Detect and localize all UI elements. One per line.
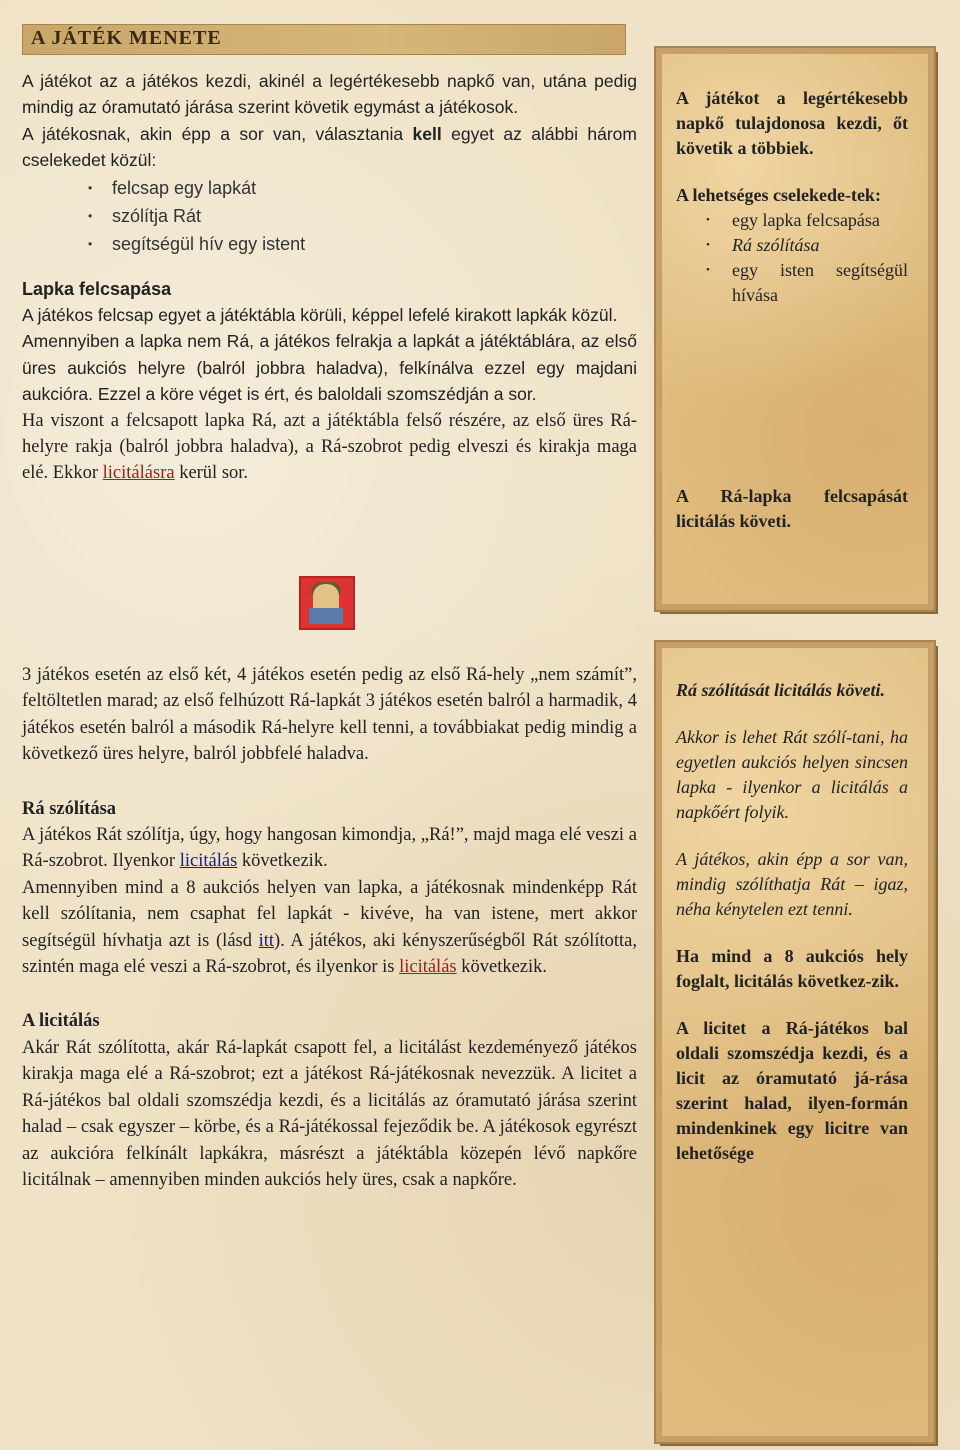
- paragraph-players: 3 játékos esetén az első két, 4 játékos esetén pedig az első Rá-hely „nem számít”, feltöltetlen marad; az első felhúzott Rá-lapkát 3 játékos esetén balról a harmadik, 4 játékos esetén balról a második Rá-helyre kell tenni, a továbbiakat pedig mindig a következő üres helyre, balról jobbfelé haladva.: [22, 665, 637, 765]
- sidebar-summary-2: [656, 642, 934, 1442]
- list-item: • Rá szólítása: [676, 233, 908, 258]
- pharaoh-avatar-icon[interactable]: [299, 576, 355, 630]
- list-item: • felcsap egy lapkát: [22, 174, 637, 202]
- action-list: [22, 174, 637, 258]
- heading-lapka: Lapka felcsapása: [22, 278, 172, 299]
- paragraph-lapka-2: Amennyiben a lapka nem Rá, a játékos felrakja a lapkát a játéktáblára, az első üres aukciós helyre (balról jobbra haladva), felkínálva ezzel egy majdani aukcióra. Ezzel a köre véget is ért, és baloldali szomszédján a sor.: [22, 331, 637, 405]
- link-itt[interactable]: itt: [258, 930, 275, 951]
- main-text-section-2: [22, 662, 637, 1193]
- list-item: • segítségül hív egy istent: [22, 230, 637, 258]
- list-item: • egy lapka felcsapása: [676, 208, 908, 233]
- sidebar-text: Akkor is lehet Rát szólí-tani, ha egyetlen aukciós helyen sincsen lapka - ilyenkor a licitálás a napkőért folyik.: [676, 727, 908, 822]
- sidebar-text: A Rá-lapka felcsapását licitálás követi.: [676, 486, 908, 531]
- paragraph-choice: A játékosnak, akin épp a sor van, választania kell egyet az alábbi három cselekedet közül:: [22, 123, 637, 171]
- paragraph-lapka-3: Ha viszont a felcsapott lapka Rá, azt a játéktábla felső részére, az első üres Rá-helyre rakja (balról jobbra haladva), a Rá-szobrot pedig elveszi és kirakja maga elé. Ekkor licitálásra kerül sor.: [22, 410, 637, 484]
- link-licitalas[interactable]: licitálás: [179, 851, 238, 872]
- section-title-bar: [22, 24, 626, 55]
- section-title: A JÁTÉK MENETE: [31, 27, 222, 49]
- sidebar-text: Rá szólítását licitálás követi.: [676, 680, 886, 700]
- paragraph-licitalas: Akár Rát szólította, akár Rá-lapkát csapott fel, a licitálást kezdeményező játékos kirakja maga elé a Rá-szobrot; ezt a játékost Rá-játékosnak nevezzük. A licitet a Rá-játékos bal oldali szomszédja kezdi, és a licitálás az óramutató járása szerint halad – csak egyszer – körbe, és a Rá-játékossal fejeződik be. A játékosok egyrészt az aukcióra felkínált lapkákra, másrészt a játéktábla közepén lévő napkőre licitálnak – amennyiben minden aukciós hely üres, csak a napkőre.: [22, 1037, 637, 1190]
- sidebar-text: Ha mind a 8 aukciós hely foglalt, licitálás következ-zik.: [676, 946, 908, 991]
- sidebar-text: A licitet a Rá-játékos bal oldali szomszédja kezdi, és a licit az óramutató já-rása szerint halad, ilyen-formán mindenkinek egy licitre van lehetősége: [676, 1018, 908, 1163]
- paragraph-lapka-1: A játékos felcsap egyet a játéktábla körüli, képpel lefelé kirakott lapkák közül.: [22, 305, 618, 326]
- paragraph-ra-2: Amennyiben mind a 8 aukciós helyen van lapka, a játékosnak mindenképp Rát kell szólítania, nem csaphat fel lapkát - kivéve, ha van istene, mert akkor segítségül hívhatja azt is (lásd itt). A játékos, aki kényszerűségből Rát szólította, szintén maga elé veszi a Rá-szobrot, és ilyenkor is licitálás következik.: [22, 877, 637, 978]
- sidebar-action-list: [676, 208, 908, 308]
- list-item: • egy isten segítségül hívása: [676, 258, 908, 308]
- heading-licitalas: A licitálás: [22, 1011, 100, 1032]
- paragraph-ra-1: A játékos Rát szólítja, úgy, hogy hangosan kimondja, „Rá!”, majd maga elé veszi a Rá-szobrot. Ilyenkor licitálás következik.: [22, 825, 637, 872]
- list-item: • szólítja Rát: [22, 202, 637, 230]
- sidebar-summary-1: [656, 48, 934, 610]
- main-text-section-1: [22, 68, 637, 487]
- link-licitalas-2[interactable]: licitálás: [399, 957, 457, 978]
- sidebar-text: A játékot a legértékesebb napkő tulajdonosa kezdi, őt követik a többiek.: [676, 88, 908, 158]
- sidebar-text: A játékos, akin épp a sor van, mindig szólíthatja Rát – igaz, néha kénytelen ezt tenni.: [676, 849, 908, 919]
- link-licitalasra[interactable]: licitálásra: [102, 463, 175, 484]
- sidebar-text: A lehetséges cselekede-tek:: [676, 185, 881, 205]
- heading-ra: Rá szólítása: [22, 798, 117, 819]
- paragraph-intro: A játékot az a játékos kezdi, akinél a legértékesebb napkő van, utána pedig mindig az óramutató járása szerint követik egymást a játékosok.: [22, 71, 637, 118]
